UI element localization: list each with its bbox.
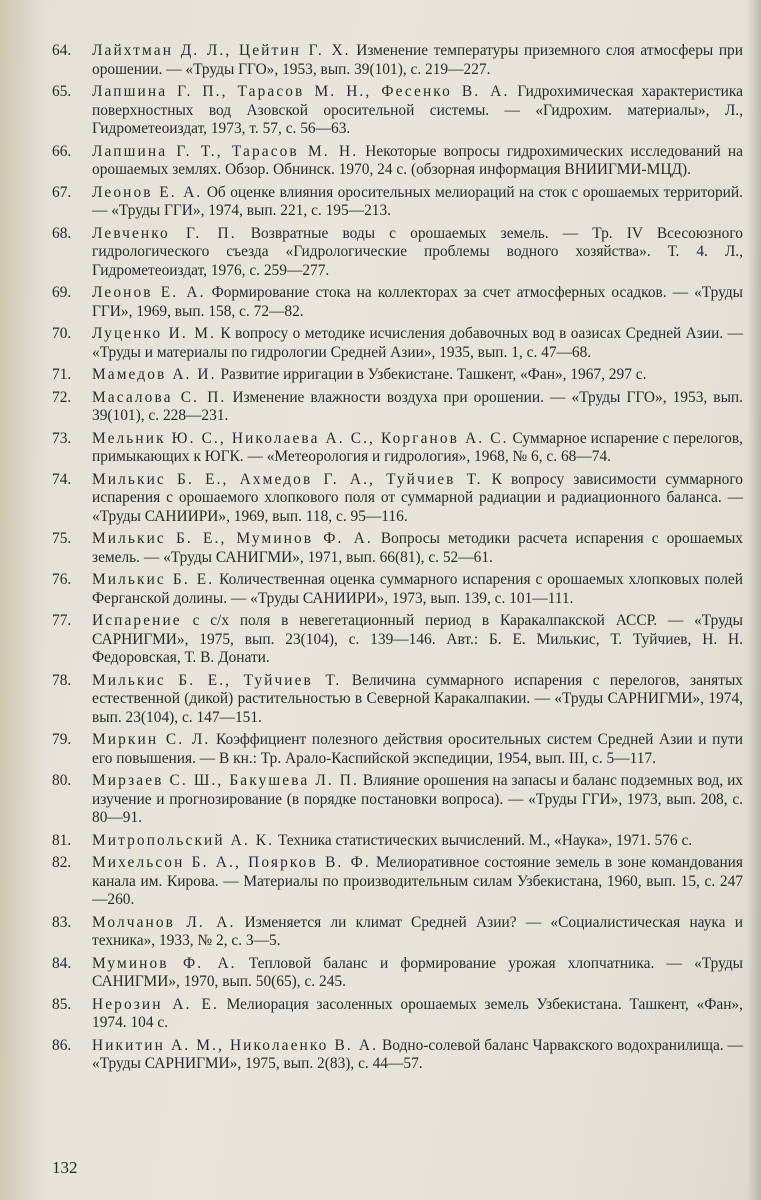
reference-text: Вопросы методики расчета испарения с орошаемых земель. — «Труды САНИГМИ», 1971, вып. 66(81), с. 52—61. <box>92 530 743 566</box>
reference-authors: Милькис Б. Е., Туйчиев Т. <box>92 671 342 689</box>
reference-text: Суммарное испарение с перелогов, примыкающих к ЮГК. — «Метеорология и гидрология», 1968, № 6, с. 68—74. <box>92 429 743 465</box>
reference-authors: Лапшина Г. П., Тарасов М. Н., Фесенко В. А. <box>92 83 510 100</box>
reference-entry <box>0 530 761 567</box>
reference-entry <box>0 996 761 1033</box>
reference-authors: Мельник Ю. С., Николаева А. С., Корганов А. С. <box>92 429 509 447</box>
reference-entry <box>0 471 761 527</box>
reference-text: Величина суммарного испарения с перелогов, занятых естественной (дикой) растительностью в Северной Каракалпакии. — «Труды САРНИГМИ», 1974, вып. 23(104), с. 147—151. <box>92 671 743 726</box>
reference-authors: Испарение <box>92 612 182 629</box>
reference-text: Количественная оценка суммарного испарения с орошаемых хлопковых полей Ферганской долины. — «Труды САНИИРИ», 1973, вып. 139, с. 101—111. <box>92 571 743 607</box>
reference-text: Влияние орошения на запасы и баланс подземных вод, их изучение и прогнозирование (в порядке постановки вопроса). — «Труды ГГИ», 1973, вып. 208, с. 80—91. <box>92 772 743 826</box>
reference-entry <box>0 612 761 668</box>
reference-authors: Миркин С. Л. <box>92 731 211 748</box>
reference-entry <box>0 571 761 608</box>
reference-text: Возвратные воды с орошаемых земель. — Тр. IV Всесоюзного гидрологического съезда «Гидрологические проблемы водного хозяйства». Т. 4. Л., Гидрометеоиздат, 1976, с. 259—277. <box>92 224 743 279</box>
reference-number: 64. <box>52 42 72 59</box>
reference-entry <box>0 184 761 221</box>
reference-number: 72. <box>52 388 72 406</box>
reference-authors: Лайхтман Д. Л., Цейтин Г. Х. <box>92 42 351 59</box>
reference-entry <box>0 325 761 362</box>
reference-entry <box>0 225 761 281</box>
reference-authors: Митропольский А. К. <box>92 831 275 849</box>
reference-number: 65. <box>52 83 72 100</box>
reference-entry <box>0 854 761 910</box>
reference-entry <box>0 914 761 951</box>
reference-entry <box>0 389 761 426</box>
reference-list <box>0 42 761 1078</box>
reference-number: 81. <box>52 831 72 849</box>
reference-text: Мелиоративное состояние земель в зоне командования канала им. Кирова. — Материалы по производительным силам Узбекистана, 1960, вып. 15, с. 247—260. <box>92 854 743 908</box>
reference-authors: Лапшина Г. Т., Тарасов М. Н. <box>92 142 359 160</box>
reference-authors: Милькис Б. Е., Муминов Ф. А. <box>92 530 373 547</box>
reference-number: 67. <box>52 183 72 201</box>
reference-number: 71. <box>52 366 72 383</box>
reference-text: Техника статистических вычислений. М., «Наука», 1971. 576 с. <box>277 831 693 849</box>
reference-entry <box>0 832 761 851</box>
reference-number: 78. <box>52 671 72 689</box>
reference-text: К вопросу зависимости суммарного испарения с орошаемого хлопкового поля от суммарной радиации и радиационного баланса. — «Труды САНИИРИ», 1969, вып. 118, с. 95—116. <box>92 470 743 525</box>
reference-text: Некоторые вопросы гидрохимических исследований на орошаемых землях. Обзор. Обнинск. 1970, 24 с. (обзорная информация ВНИИГМИ-МЦД). <box>92 142 743 178</box>
reference-entry <box>0 42 761 79</box>
reference-text: Тепловой баланс и формирование урожая хлопчатника. — «Труды САНИГМИ», 1970, вып. 50(65), с. 245. <box>92 954 744 990</box>
reference-number: 69. <box>52 284 72 301</box>
reference-authors: Молчанов Л. А. <box>92 913 236 931</box>
reference-entry <box>0 731 761 768</box>
reference-number: 74. <box>52 470 72 488</box>
reference-text: Гидрохимическая характеристика поверхностных вод Азовской оросительной системы. — «Гидрохим. материалы», Л., Гидрометеоиздат, 1973, т. 57, с. 56—63. <box>92 83 743 137</box>
reference-authors: Левченко Г. П. <box>92 224 237 242</box>
reference-entry <box>0 672 761 728</box>
reference-authors: Леонов Е. А. <box>92 284 206 301</box>
reference-number: 75. <box>52 530 72 547</box>
reference-number: 86. <box>52 1036 72 1054</box>
reference-authors: Луценко И. М. <box>92 325 217 342</box>
reference-authors: Леонов Е. А. <box>92 183 203 201</box>
reference-number: 85. <box>52 995 72 1013</box>
reference-text: Развитие ирригации в Узбекистане. Ташкент, «Фан», 1967, 297 с. <box>220 366 647 383</box>
reference-entry <box>0 143 761 180</box>
reference-number: 68. <box>52 224 72 242</box>
reference-text: Водно-солевой баланс Чарвакского водохранилища. — «Труды САРНИГМИ», 1975, вып. 2(83), с. 44—57. <box>92 1036 743 1072</box>
reference-text: Мелиорация засоленных орошаемых земель Узбекистана. Ташкент, «Фан», 1974. 104 с. <box>92 995 743 1031</box>
reference-text: с с/х поля в невегетационный период в Каракалпакской АССР. — «Труды САРНИГМИ», 1975, вып. 23(104), с. 139—146. Авт.: Б. Е. Милькис, Т. Туйчиев, Н. Н. Федоровская, Т. В. Донати. <box>92 612 743 666</box>
reference-authors: Михельсон Б. А., Поярков В. Ф. <box>92 854 371 871</box>
reference-authors: Нерозин А. Е. <box>92 995 219 1013</box>
reference-text: Коэффициент полезного действия оросительных систем Средней Азии и пути его повышения. — В кн.: Тр. Арало-Каспийской экспедиции, 1954, вып. III, с. 5—117. <box>92 731 743 767</box>
reference-authors: Мирзаев С. Ш., Бакушева Л. П. <box>92 772 359 789</box>
reference-text: Изменение влажности воздуха при орошении. — «Труды ГГО», 1953, вып. 39(101), с. 228—231. <box>92 388 743 424</box>
reference-number: 83. <box>52 913 72 931</box>
reference-number: 79. <box>52 731 72 748</box>
reference-authors: Милькис Б. Е. <box>92 571 215 588</box>
reference-text: Изменение температуры приземного слоя атмосферы при орошении. — «Труды ГГО», 1953, вып. 39(101), с. 219—227. <box>92 42 743 78</box>
reference-entry <box>0 1037 761 1074</box>
reference-text: Изменяется ли климат Средней Азии? — «Социалистическая наука и техника», 1933, № 2, с. 3—5. <box>92 913 743 949</box>
reference-number: 73. <box>52 429 72 447</box>
reference-number: 66. <box>52 142 72 160</box>
reference-entry <box>0 430 761 467</box>
reference-authors: Масалова С. П. <box>92 388 227 406</box>
reference-entry <box>0 772 761 828</box>
reference-number: 70. <box>52 325 72 342</box>
reference-number: 84. <box>52 954 72 972</box>
reference-text: К вопросу о методике исчисления добавочных вод в оазисах Средней Азии. — «Труды и материалы по гидрологии Средней Азии», 1935, вып. 1, с. 47—68. <box>92 325 743 361</box>
page-number: 132 <box>52 1158 78 1177</box>
reference-number: 82. <box>52 854 72 871</box>
reference-number: 80. <box>52 772 72 789</box>
reference-entry <box>0 366 761 385</box>
reference-authors: Муминов Ф. А. <box>92 954 237 972</box>
reference-number: 76. <box>52 571 72 588</box>
reference-entry <box>0 284 761 321</box>
reference-text: Об оценке влияния оросительных мелиораций на сток с орошаемых территорий. — «Труды ГГИ», 1974, вып. 221, с. 195—213. <box>92 183 743 219</box>
reference-entry <box>0 83 761 139</box>
reference-authors: Мамедов А. И. <box>92 366 217 383</box>
reference-text: Формирование стока на коллекторах за счет атмосферных осадков. — «Труды ГГИ», 1969, вып. 158, с. 72—82. <box>92 284 743 320</box>
reference-authors: Никитин А. М., Николаенко В. А. <box>92 1036 379 1054</box>
reference-number: 77. <box>52 612 72 629</box>
reference-entry <box>0 955 761 992</box>
reference-authors: Милькис Б. Е., Ахмедов Г. А., Туйчиев Т. <box>92 470 483 488</box>
